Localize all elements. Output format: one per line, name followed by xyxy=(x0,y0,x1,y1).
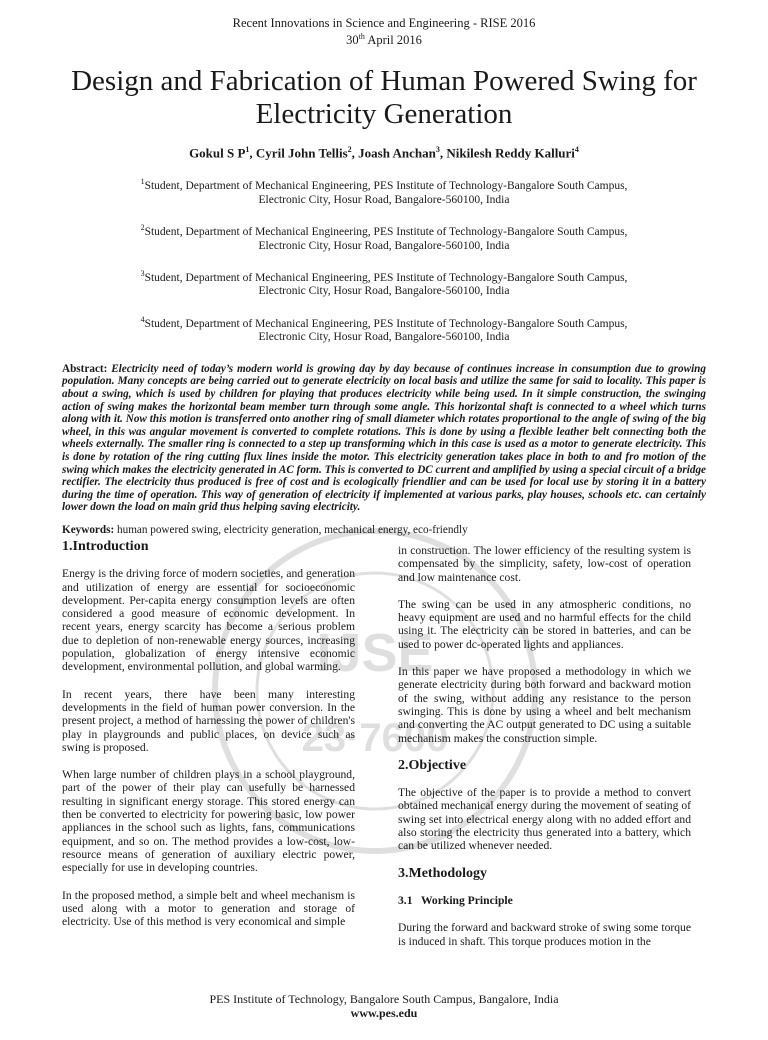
abstract xyxy=(62,363,706,514)
author-list xyxy=(0,145,768,161)
section-heading-methodology: 3.Methodology xyxy=(398,865,488,881)
author-name: Gokul S P xyxy=(189,145,246,161)
affiliation-sup: 2 xyxy=(140,223,145,233)
author-name: Nikilesh Reddy Kalluri xyxy=(446,145,575,161)
affiliation-line1 xyxy=(0,267,768,285)
keywords-label: Keywords: xyxy=(62,523,115,536)
author-sup: 3 xyxy=(435,145,440,155)
author-sup: 2 xyxy=(347,145,352,155)
date-rest: April 2016 xyxy=(364,33,422,48)
section-heading-introduction: 1.Introduction xyxy=(62,539,149,554)
affiliation-sup: 1 xyxy=(140,177,145,187)
affiliation-sup: 3 xyxy=(140,269,145,279)
page-footer xyxy=(0,992,768,1020)
paragraph: in construction. The lower efficiency of the resulting system is compensated by the simplicity, safety, low-cost of operation and low maintenance cost. xyxy=(398,544,691,584)
date-day: 30 xyxy=(346,33,359,48)
affiliation-line2: Electronic City, Hosur Road, Bangalore-560100, India xyxy=(258,193,510,206)
svg-text:23·7600: 23·7600 xyxy=(301,716,449,760)
affiliation-line1 xyxy=(0,175,768,193)
keywords-text: human powered swing, electricity generation, mechanical energy, eco-friendly xyxy=(114,523,468,536)
paragraph: The swing can be used in any atmospheric conditions, no heavy equipment are used and no harmful effects for the child using it. The electricity can be stored in batteries, and can be used to power dc-operated lights and appliances. xyxy=(398,597,691,651)
subsection-heading-working-principle: 3.1 Working Principle xyxy=(398,893,513,907)
paragraph: The objective of the paper is to provide a method to convert obtained mechanical energy during the movement of seating of swing set into electrical energy along with no added effort and also storing the electricity thus generated into a battery, which can be utilized whenever needed. xyxy=(398,786,691,853)
author-sup: 1 xyxy=(245,145,250,155)
abstract-label: Abstract: xyxy=(62,362,112,375)
author-sep: , xyxy=(439,145,447,161)
keywords xyxy=(62,524,706,536)
author-sup: 4 xyxy=(574,145,579,155)
affiliation-line2: Electronic City, Hosur Road, Bangalore-560100, India xyxy=(258,331,510,344)
svg-text:IJSE: IJSE xyxy=(316,623,434,683)
affiliation-line1 xyxy=(0,221,768,239)
author-sep: , xyxy=(351,145,359,161)
paragraph: During the forward and backward stroke of swing some torque is induced in shaft. This torque produces motion in the xyxy=(398,921,691,948)
paragraph: When large number of children plays in a school playground, part of the power of their play can usefully be harnessed resulting in significant energy storage. This stored energy can then be converted to electricity for powering basic, low power appliances in the school such as lights, fans, communications equipment, and so on. The method provides a low-cost, low-resource means of generation of auxiliary electric power, especially for use in developing countries. xyxy=(62,768,355,875)
affiliation xyxy=(0,175,768,207)
affiliation-text: Student, Department of Mechanical Engineering, PES Institute of Technology-Bangalore South Campus, xyxy=(144,180,628,193)
affiliation-text: Student, Department of Mechanical Engineering, PES Institute of Technology-Bangalore South Campus, xyxy=(144,271,628,284)
author-name: Cyril John Tellis xyxy=(255,145,348,161)
affiliation-line2: Electronic City, Hosur Road, Bangalore-560100, India xyxy=(258,285,510,298)
conference-name: Recent Innovations in Science and Engineering - RISE 2016 xyxy=(232,16,536,30)
affiliation xyxy=(0,267,768,299)
date-suffix: th xyxy=(358,32,365,41)
affiliation-sup: 4 xyxy=(140,314,145,324)
affiliation xyxy=(0,221,768,253)
affiliation-text: Student, Department of Mechanical Engineering, PES Institute of Technology-Bangalore South Campus, xyxy=(144,317,628,330)
affiliation-line2: Electronic City, Hosur Road, Bangalore-560100, India xyxy=(258,239,510,252)
paragraph: In this paper we have proposed a methodology in which we generate electricity during both forward and backward motion of the swing, without adding any resistance to the person swinging. This is done by using a wheel and belt mechanism and converting the AC output generated to DC using a suitable mechanism makes the construction simple. xyxy=(398,665,691,745)
footer-institution: PES Institute of Technology, Bangalore South Campus, Bangalore, India xyxy=(209,992,559,1006)
footer-url[interactable]: www.pes.edu xyxy=(350,1006,418,1020)
abstract-body: Electricity need of today’s modern world is growing day by day because of continues increase in consumption due to growing population. Many concepts are being carried out to generate electricity on local basis and utilize the same for said to locality. This paper is about a swing, which is used by children for playing that produces electricity while being used. In it simple construction, the swinging action of swing makes the horizontal beam member turn through some angle. This horizontal shaft is connected to a wheel which turns along with it. Now this motion is transferred onto another ring of small diameter which rotates proportional to the angle of swing of the big wheel, in this was angular movement is converted to complete rotations. This is done by using a flexible leather belt connecting both the wheels externally. The smaller ring is connected to a step up transforming which in this case is used as a motor to generate electricity. This is done by rotation of the ring cutting flux lines inside the motor. This electricity generation takes place in both to and fro motion of the swing which makes the electricity generated in AC form. This is converted to DC current and amplified by using a special circuit of a bridge rectifier. The electricity thus produced is free of cost and is ecologically friendlier and can be used for local use by storing it in a battery during the time of operation. This way of generation of electricity if implemented at various parks, play houses, schools etc. can certainly lower down the load on main grid thus helping saving electricity. xyxy=(62,362,706,514)
section-heading-objective: 2.Objective xyxy=(398,757,467,773)
right-column xyxy=(398,544,691,962)
paragraph: In the proposed method, a simple belt and wheel mechanism is used along with a motor to generation and storage of electricity. Use of this method is very economical and simple xyxy=(62,888,355,929)
paragraph: Energy is the driving force of modern societies, and generation and utilization of energy are essential for socioeconomic development. Per-capita energy consumption levels are often considered a good measure of economic development. In recent years, energy scarcity has become a serious problem due to depletion of non-renewable energy sources, increasing population, globalization of energy intensive economic development, environmental pollution, and global warming. xyxy=(62,567,355,674)
conference-header xyxy=(0,16,768,47)
paper-title: Design and Fabrication of Human Powered Swing for Electricity Generation xyxy=(71,65,697,131)
author-sep: , xyxy=(249,145,256,161)
affiliation-text: Student, Department of Mechanical Engineering, PES Institute of Technology-Bangalore South Campus, xyxy=(144,226,628,239)
affiliation-line1 xyxy=(0,313,768,331)
author-name: Joash Anchan xyxy=(358,145,436,161)
affiliation xyxy=(0,313,768,345)
left-column xyxy=(62,540,355,942)
conference-date xyxy=(0,30,768,47)
paragraph: In recent years, there have been many interesting developments in the field of human power conversion. In the present project, a method of harnessing the power of children's play in playgrounds and public places, on device such as swing is proposed. xyxy=(62,687,355,754)
